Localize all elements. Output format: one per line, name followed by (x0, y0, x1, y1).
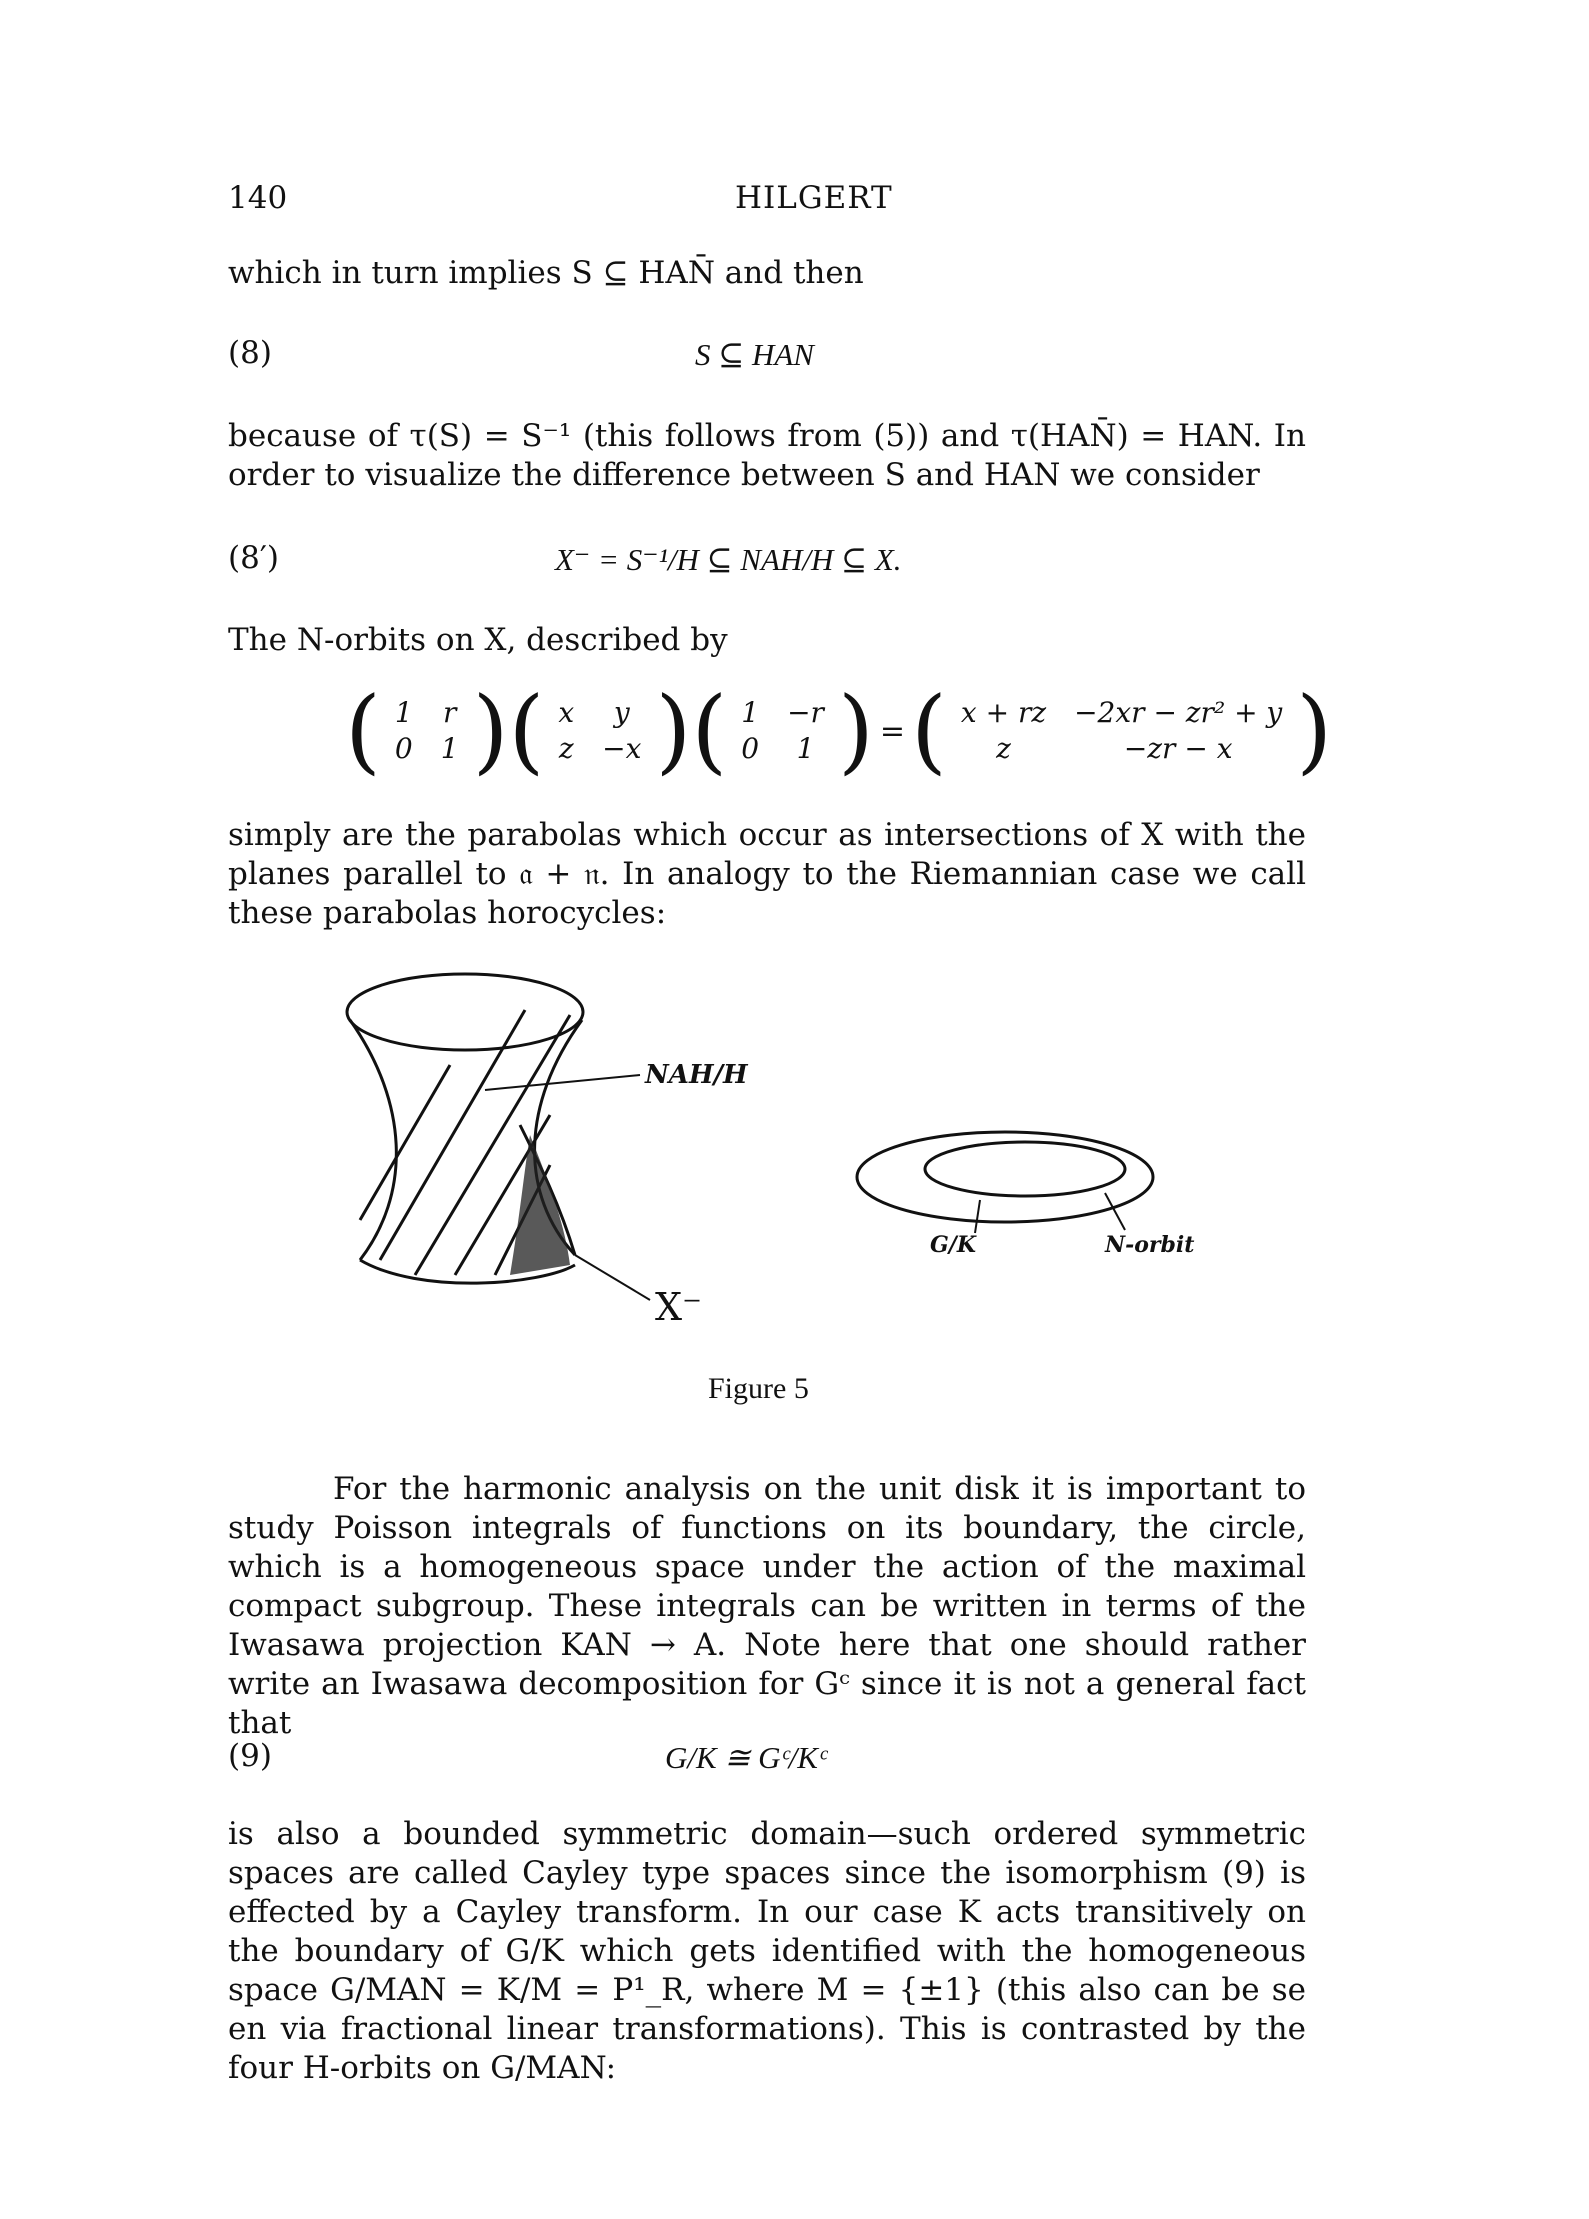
paragraph-4: is also a bounded symmetric domain—such ordered symmetric spaces are called Cayley type spaces since the isomorphism (9) is effected by a Cayley transform. In our case K acts transitively on the boundary of G/K which gets identified with the homogeneous space G/MAN = K/M = P¹_R, where M = {±1} (this also can be se en via fractional linear transformations). This is contrasted by the four H-orbits on G/MAN: (228, 1816, 1306, 2086)
gk-pointer-line (975, 1200, 980, 1233)
right-paren: ) (837, 677, 874, 784)
matrix-cell: r (442, 696, 457, 729)
matrix-result (947, 695, 1296, 767)
page-number: 140 (228, 180, 288, 216)
label-n-orbit: N-orbit (1105, 1232, 1195, 1258)
matrix-cell: 1 (741, 696, 760, 729)
left-paren: ( (910, 677, 947, 784)
matrix-cell: x + rz (960, 696, 1047, 729)
paragraph-3: For the harmonic analysis on the unit disk it is important to study Poisson integrals of functions on its boundary, the circle, which is a homogeneous space under the action of the maximal compact subgroup. These integrals can be written in terms of the Iwasawa projection KAN → A. Note here that one should rather write an Iwasawa decomposition for Gᶜ since it is not a general fact that (228, 1471, 1306, 1741)
paragraph-1: because of τ(S) = S⁻¹ (this follows from (5)) and τ(HAN̄) = HAN. In order to visualize the difference between S and HAN we consider (228, 418, 1306, 493)
equation-number-8-prime: (8′) (228, 540, 279, 576)
matrix-cell: 0 (741, 732, 760, 765)
equation-9: G/K ≅ Gᶜ/Kᶜ (665, 1740, 827, 1775)
matrix-cell: 1 (796, 732, 815, 765)
norbit-pointer-line (1105, 1193, 1125, 1230)
matrix-cell: 1 (394, 696, 413, 729)
text-line-2: The N-orbits on X, described by (228, 622, 728, 658)
matrix-cell: z (558, 732, 574, 765)
matrix-cell: y (613, 696, 630, 729)
left-paren: ( (508, 677, 545, 784)
matrix-cell: x (558, 696, 575, 729)
matrix-cell: −r (787, 696, 824, 729)
matrix-cell: 0 (394, 732, 413, 765)
matrix-equation (345, 677, 1333, 784)
matrix-cell: −zr − x (1123, 732, 1233, 765)
shaded-region (510, 1135, 570, 1275)
equation-number-9: (9) (228, 1738, 272, 1774)
matrix-2 (544, 695, 655, 767)
paragraph-2: simply are the parabolas which occur as intersections of X with the planes parallel to 𝔞 + 𝔫. In analogy to the Riemannian case we call these parabolas horocycles: (228, 817, 1306, 931)
equation-8-prime: X⁻ = S⁻¹/H ⊆ NAH/H ⊆ X. (555, 542, 902, 577)
matrix-cell: z (996, 732, 1011, 765)
running-title: HILGERT (735, 180, 893, 216)
matrix-3 (727, 695, 838, 767)
disk-figure (857, 1132, 1153, 1222)
equation-number-8: (8) (228, 335, 272, 371)
matrix-1 (381, 695, 473, 767)
matrix-cell: −2xr − zr² + y (1074, 696, 1283, 729)
right-paren: ) (472, 677, 509, 784)
left-paren: ( (345, 677, 381, 784)
label-g-over-k: G/K (930, 1232, 976, 1258)
figure-caption: Figure 5 (708, 1372, 809, 1405)
matrix-cell: 1 (440, 732, 459, 765)
nah-pointer-line (485, 1075, 640, 1090)
xminus-pointer-line (575, 1255, 650, 1300)
label-x-minus: X⁻ (655, 1285, 703, 1329)
right-paren: ) (1296, 677, 1333, 784)
matrix-cell: −x (602, 732, 642, 765)
figure-5-drawing (320, 965, 1280, 1345)
equation-8: S ⊆ HAN (695, 337, 814, 372)
left-paren: ( (691, 677, 728, 784)
right-paren: ) (655, 677, 692, 784)
text-line-1: which in turn implies S ⊆ HAN̄ and then (228, 255, 864, 291)
equals-sign: = (879, 713, 905, 749)
label-nah-h: NAH/H (645, 1060, 748, 1090)
